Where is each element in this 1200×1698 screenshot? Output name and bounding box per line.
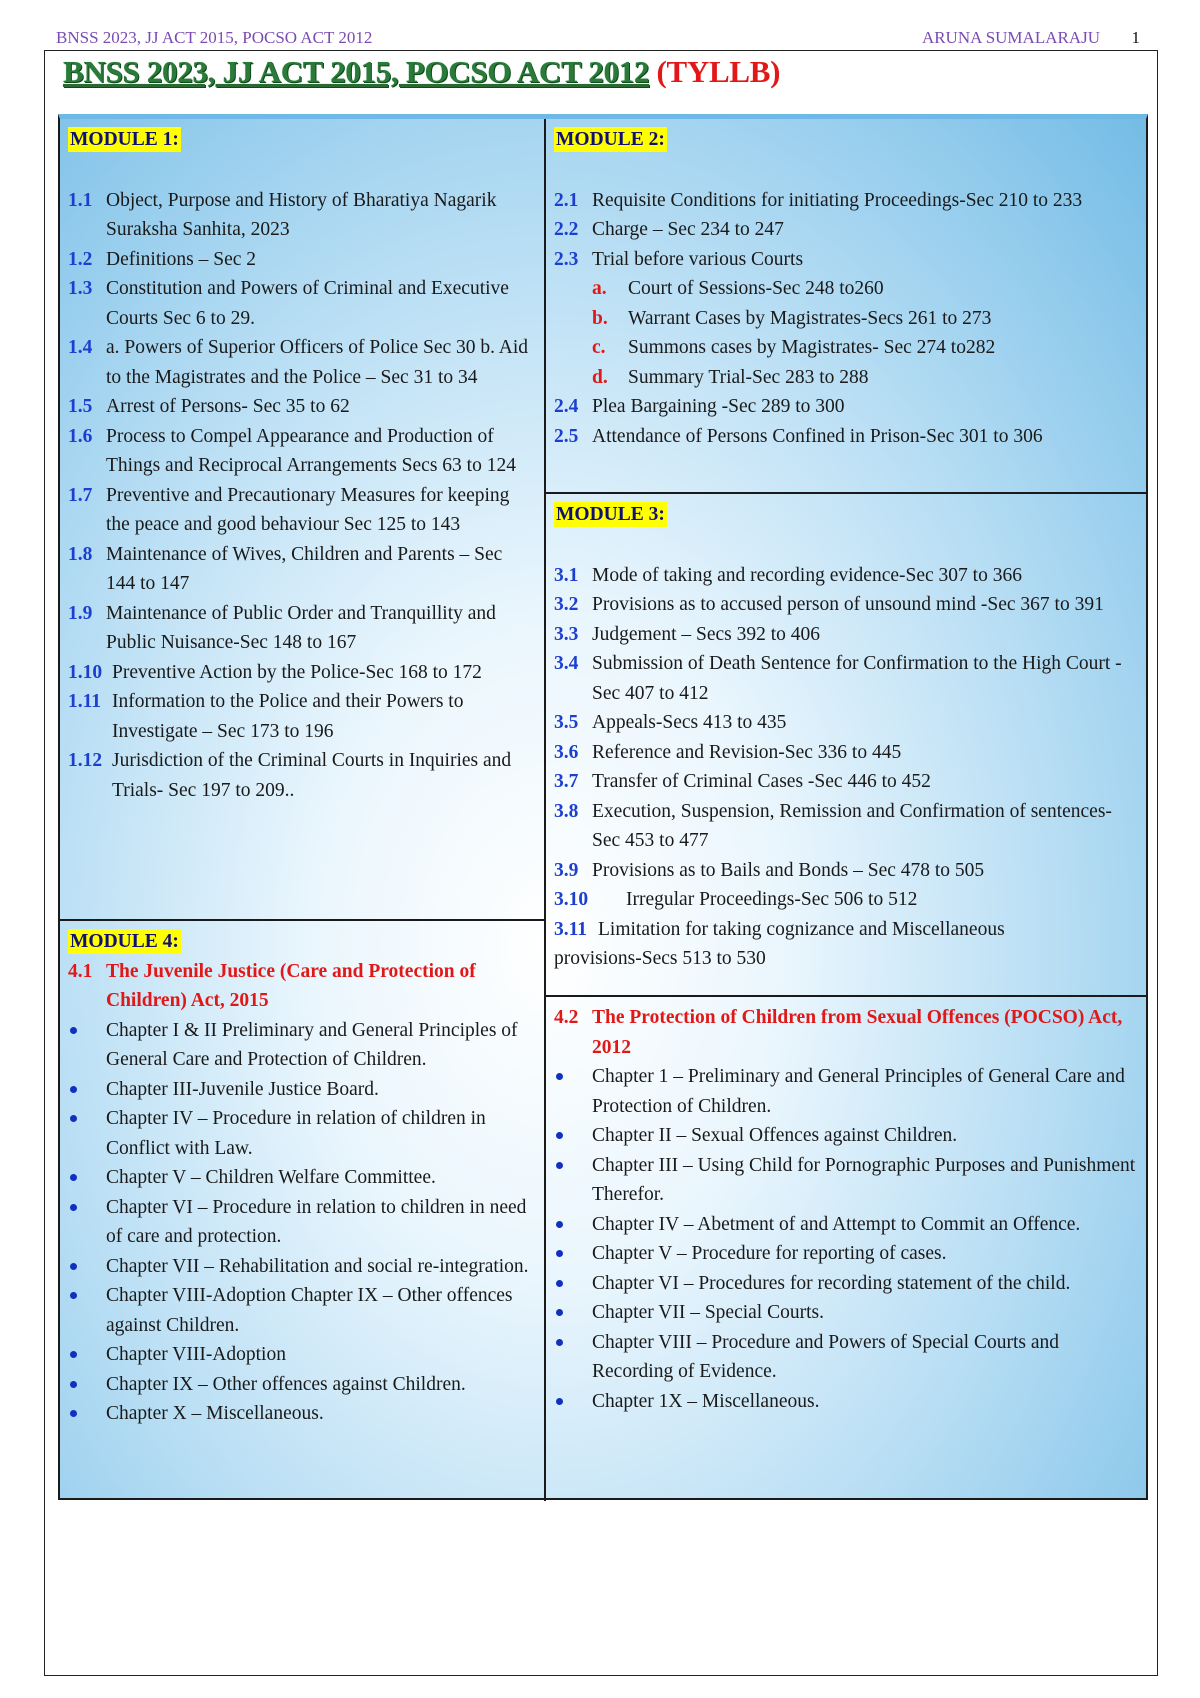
list-item bbox=[554, 708, 1138, 738]
list-item bbox=[554, 620, 1138, 650]
list-item bbox=[68, 1399, 536, 1429]
list-item bbox=[554, 797, 1138, 856]
list-item bbox=[68, 333, 536, 392]
list-item bbox=[68, 274, 536, 333]
item-text: Mode of taking and recording evidence-Sec 307 to 366 bbox=[592, 564, 1022, 586]
item-text: Limitation for taking cognizance and Miscellaneous bbox=[598, 918, 1005, 940]
item-number: 1.5 bbox=[68, 396, 93, 417]
act-number: 4.1 bbox=[68, 960, 93, 982]
item-text: Maintenance of Wives, Children and Parents – Sec 144 to 147 bbox=[106, 543, 503, 594]
act-number: 4.2 bbox=[554, 1007, 579, 1028]
item-text: Submission of Death Sentence for Confirmation to the High Court -Sec 407 to 412 bbox=[592, 653, 1122, 704]
item-number: 3.2 bbox=[554, 594, 579, 615]
bullet-text: Chapter IX – Other offences against Children. bbox=[106, 1373, 466, 1395]
bullet-icon bbox=[556, 1221, 563, 1228]
bullet-icon bbox=[556, 1073, 563, 1080]
list-item bbox=[68, 1193, 536, 1252]
bullet-icon bbox=[70, 1381, 77, 1388]
list-item bbox=[68, 186, 536, 245]
item-number: 1.6 bbox=[68, 425, 93, 447]
document-title bbox=[63, 54, 780, 90]
list-item bbox=[68, 1075, 536, 1105]
module-4-pocso-cell bbox=[546, 997, 1146, 1501]
bullet-icon bbox=[70, 1115, 77, 1122]
bullet-text: Chapter II – Sexual Offences against Children. bbox=[592, 1125, 958, 1146]
list-item bbox=[68, 540, 536, 599]
list-item bbox=[68, 658, 536, 688]
item-text: Execution, Suspension, Remission and Confirmation of sentences-Sec 453 to 477 bbox=[592, 800, 1112, 851]
bullet-icon bbox=[70, 1086, 77, 1093]
sub-item bbox=[554, 363, 1138, 393]
bullet-text: Chapter VIII-Adoption bbox=[106, 1344, 286, 1365]
item-text: Preventive and Precautionary Measures for keeping the peace and good behaviour Sec 125 to 143 bbox=[106, 484, 510, 535]
running-header-title: BNSS 2023, JJ ACT 2015, POCSO ACT 2012 bbox=[56, 28, 373, 47]
item-number: 1.1 bbox=[68, 189, 93, 211]
list-item bbox=[68, 599, 536, 658]
module-2-heading: MODULE 2: bbox=[556, 129, 665, 150]
item-number: 1.11 bbox=[68, 691, 102, 712]
item-text: Plea Bargaining -Sec 289 to 300 bbox=[592, 396, 845, 417]
item-text: Object, Purpose and History of Bharatiya Nagarik Suraksha Sanhita, 2023 bbox=[106, 189, 497, 240]
item-number: 2.3 bbox=[554, 248, 579, 270]
item-text: Reference and Revision-Sec 336 to 445 bbox=[592, 741, 902, 763]
bullet-text: Chapter VII – Rehabilitation and social re-integration. bbox=[106, 1255, 529, 1277]
act-title-text: The Juvenile Justice (Care and Protection of Children) Act, 2015 bbox=[106, 960, 476, 1011]
module-1-cell bbox=[60, 119, 546, 921]
list-item bbox=[554, 186, 1138, 216]
list-item bbox=[68, 1252, 536, 1282]
list-item bbox=[554, 1239, 1138, 1269]
list-item bbox=[554, 561, 1138, 591]
bullet-text: Chapter V – Children Welfare Committee. bbox=[106, 1167, 436, 1188]
item-number: 3.1 bbox=[554, 564, 579, 586]
item-text: Maintenance of Public Order and Tranquillity and Public Nuisance-Sec 148 to 167 bbox=[106, 602, 496, 653]
bullet-text: Chapter I & II Preliminary and General Principles of General Care and Protection of Children. bbox=[106, 1019, 518, 1070]
list-item bbox=[68, 1104, 536, 1163]
list-item bbox=[554, 245, 1138, 275]
sub-item-text: Court of Sessions-Sec 248 to260 bbox=[628, 278, 884, 299]
act-title-jj bbox=[68, 957, 536, 1016]
item-number: 2.4 bbox=[554, 396, 579, 417]
item-number: 1.9 bbox=[68, 602, 93, 624]
sub-item-text: Warrant Cases by Magistrates-Secs 261 to 273 bbox=[628, 307, 992, 329]
list-item bbox=[554, 590, 1138, 620]
list-item bbox=[554, 392, 1138, 422]
item-text: Appeals-Secs 413 to 435 bbox=[592, 712, 787, 733]
item-text: Requisite Conditions for initiating Proceedings-Sec 210 to 233 bbox=[592, 189, 1083, 211]
list-item bbox=[554, 885, 1138, 915]
list-item bbox=[554, 1269, 1138, 1299]
item-number: 3.11 bbox=[554, 918, 588, 940]
item-text: Definitions – Sec 2 bbox=[106, 248, 257, 270]
bullet-icon bbox=[70, 1263, 77, 1270]
bullet-icon bbox=[556, 1162, 563, 1169]
item-text: Judgement – Secs 392 to 406 bbox=[592, 623, 821, 645]
running-header bbox=[56, 28, 1140, 50]
list-item bbox=[554, 767, 1138, 797]
item-number: 2.5 bbox=[554, 425, 579, 447]
module-4-heading: MODULE 4: bbox=[70, 931, 179, 952]
bullet-text: Chapter III-Juvenile Justice Board. bbox=[106, 1078, 379, 1100]
list-item bbox=[554, 649, 1138, 708]
list-item bbox=[554, 1210, 1138, 1240]
list-item bbox=[68, 1281, 536, 1340]
document-title-main: BNSS 2023, JJ ACT 2015, POCSO ACT 2012 bbox=[63, 54, 650, 89]
item-text: Constitution and Powers of Criminal and Executive Courts Sec 6 to 29. bbox=[106, 278, 509, 329]
item-text: Arrest of Persons- Sec 35 to 62 bbox=[106, 396, 350, 417]
list-item bbox=[554, 1062, 1138, 1121]
bullet-text: Chapter X – Miscellaneous. bbox=[106, 1403, 324, 1424]
act-title-pocso bbox=[554, 1003, 1138, 1062]
list-item bbox=[68, 392, 536, 422]
bullet-text: Chapter IV – Procedure in relation of children in Conflict with Law. bbox=[106, 1108, 486, 1159]
list-item bbox=[554, 1387, 1138, 1417]
item-number: 3.3 bbox=[554, 623, 579, 645]
bullet-text: Chapter VI – Procedure in relation to children in need of care and protection. bbox=[106, 1196, 527, 1247]
sub-item-letter: b. bbox=[592, 307, 608, 329]
list-item bbox=[68, 422, 536, 481]
bullet-icon bbox=[556, 1280, 563, 1287]
item-number: 3.5 bbox=[554, 712, 579, 733]
item-number: 3.9 bbox=[554, 859, 579, 881]
bullet-icon bbox=[70, 1292, 77, 1299]
item-number: 2.2 bbox=[554, 219, 579, 240]
list-item bbox=[554, 1298, 1138, 1328]
list-item bbox=[554, 856, 1138, 886]
bullet-text: Chapter VI – Procedures for recording statement of the child. bbox=[592, 1272, 1071, 1294]
item-number: 1.10 bbox=[68, 661, 103, 683]
sub-item-text: Summons cases by Magistrates- Sec 274 to282 bbox=[628, 337, 996, 358]
item-text: Provisions as to accused person of unsound mind -Sec 367 to 391 bbox=[592, 594, 1104, 615]
bullet-icon bbox=[556, 1309, 563, 1316]
item-text: Preventive Action by the Police-Sec 168 to 172 bbox=[112, 661, 482, 683]
bullet-icon bbox=[556, 1398, 563, 1405]
list-item bbox=[68, 746, 536, 805]
item-text: Information to the Police and their Powers to Investigate – Sec 173 to 196 bbox=[112, 691, 464, 742]
module-1-heading: MODULE 1: bbox=[70, 129, 179, 150]
bullet-icon bbox=[556, 1339, 563, 1346]
bullet-text: Chapter 1 – Preliminary and General Principles of General Care and Protection of Children. bbox=[592, 1066, 1125, 1117]
item-number: 1.4 bbox=[68, 337, 93, 358]
item-number: 3.6 bbox=[554, 741, 579, 763]
item-number: 3.8 bbox=[554, 800, 579, 822]
list-item bbox=[554, 1151, 1138, 1210]
bullet-icon bbox=[70, 1174, 77, 1181]
list-item bbox=[554, 738, 1138, 768]
item-text: Transfer of Criminal Cases -Sec 446 to 452 bbox=[592, 771, 931, 792]
module-3-cell bbox=[546, 494, 1146, 997]
sub-item bbox=[554, 274, 1138, 304]
sub-item-letter: d. bbox=[592, 366, 608, 388]
module-4-cell bbox=[60, 921, 546, 1501]
bullet-text: Chapter VII – Special Courts. bbox=[592, 1302, 824, 1323]
item-number: 1.8 bbox=[68, 543, 93, 565]
list-item bbox=[68, 481, 536, 540]
bullet-text: Chapter VIII – Procedure and Powers of Special Courts and Recording of Evidence. bbox=[592, 1331, 1059, 1382]
item-number: 3.4 bbox=[554, 653, 579, 674]
list-item bbox=[554, 915, 1138, 945]
item-text: Process to Compel Appearance and Production of Things and Reciprocal Arrangements Secs 63 to 124 bbox=[106, 425, 516, 476]
syllabus-grid bbox=[58, 114, 1148, 1500]
item-continuation: provisions-Secs 513 to 530 bbox=[554, 948, 766, 969]
list-item bbox=[68, 1163, 536, 1193]
item-number: 1.7 bbox=[68, 484, 93, 506]
sub-item bbox=[554, 304, 1138, 334]
module-2-cell bbox=[546, 119, 1146, 494]
bullet-icon bbox=[70, 1351, 77, 1358]
list-item bbox=[554, 422, 1138, 452]
list-item bbox=[68, 687, 536, 746]
item-number: 1.12 bbox=[68, 750, 103, 771]
bullet-text: Chapter VIII-Adoption Chapter IX – Other offences against Children. bbox=[106, 1285, 513, 1336]
bullet-icon bbox=[70, 1204, 77, 1211]
bullet-text: Chapter III – Using Child for Pornographic Purposes and Punishment Therefor. bbox=[592, 1154, 1136, 1205]
bullet-text: Chapter 1X – Miscellaneous. bbox=[592, 1390, 820, 1412]
sub-item bbox=[554, 333, 1138, 363]
item-number: 1.2 bbox=[68, 248, 93, 270]
running-header-author: ARUNA SUMALARAJU bbox=[921, 28, 1100, 47]
list-item bbox=[68, 245, 536, 275]
item-number: 2.1 bbox=[554, 189, 579, 211]
bullet-icon bbox=[70, 1027, 77, 1034]
item-number: 3.7 bbox=[554, 771, 579, 792]
item-text: Provisions as to Bails and Bonds – Sec 478 to 505 bbox=[592, 859, 985, 881]
bullet-icon bbox=[556, 1132, 563, 1139]
item-number: 1.3 bbox=[68, 278, 93, 299]
sub-item-letter: a. bbox=[592, 278, 607, 299]
item-text: Attendance of Persons Confined in Prison-Sec 301 to 306 bbox=[592, 425, 1043, 447]
item-text: a. Powers of Superior Officers of Police Sec 30 b. Aid to the Magistrates and the Police – Sec 31 to 34 bbox=[106, 337, 529, 388]
item-text: Trial before various Courts bbox=[592, 248, 804, 270]
list-item bbox=[554, 215, 1138, 245]
sub-item-letter: c. bbox=[592, 337, 606, 358]
act-title-text: The Protection of Children from Sexual Offences (POCSO) Act, 2012 bbox=[592, 1007, 1123, 1058]
document-title-tag: (TYLLB) bbox=[656, 54, 781, 89]
list-item bbox=[554, 1121, 1138, 1151]
bullet-text: Chapter IV – Abetment of and Attempt to Commit an Offence. bbox=[592, 1213, 1081, 1235]
item-text: Irregular Proceedings-Sec 506 to 512 bbox=[626, 889, 918, 910]
item-text: Charge – Sec 234 to 247 bbox=[592, 219, 784, 240]
item-number: 3.10 bbox=[554, 889, 589, 910]
bullet-icon bbox=[70, 1410, 77, 1417]
bullet-icon bbox=[556, 1250, 563, 1257]
page-number: 1 bbox=[1131, 28, 1140, 47]
list-item bbox=[68, 1340, 536, 1370]
item-text: Jurisdiction of the Criminal Courts in Inquiries and Trials- Sec 197 to 209.. bbox=[112, 750, 512, 801]
bullet-text: Chapter V – Procedure for reporting of cases. bbox=[592, 1243, 947, 1264]
sub-item-text: Summary Trial-Sec 283 to 288 bbox=[628, 366, 869, 388]
list-item bbox=[68, 1370, 536, 1400]
list-item bbox=[68, 1016, 536, 1075]
module-3-heading: MODULE 3: bbox=[556, 504, 665, 525]
list-item bbox=[554, 1328, 1138, 1387]
